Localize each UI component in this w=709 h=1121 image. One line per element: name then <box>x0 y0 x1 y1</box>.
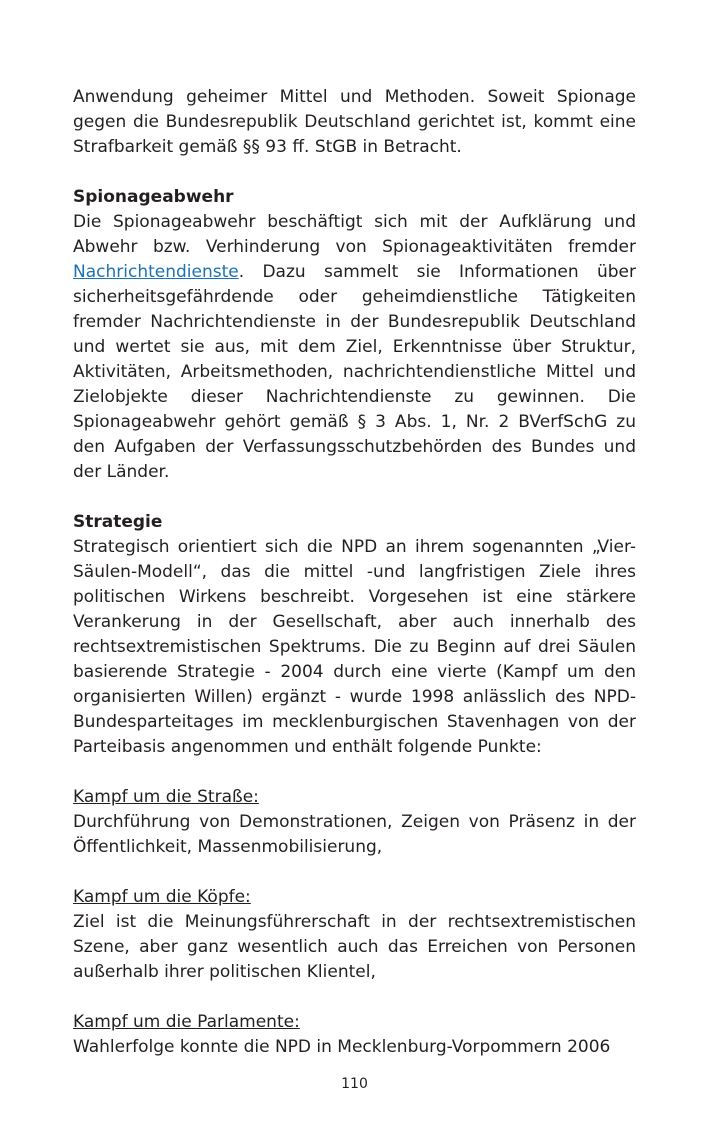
intro-paragraph: Anwendung geheimer Mittel und Methoden. Soweit Spionage gegen die Bundesrepublik Deutschland gerichtet ist, kommt eine Strafbarkeit gemäß §§ 93 ff. StGB in Betracht. <box>73 87 636 157</box>
spionageabwehr-text-2: . Dazu sammelt sie Informationen über sicherheitsgefährdende oder geheimdienstliche Tätigkeiten fremder Nachrichtendienste in der Bundesrepublik Deutschland und wertet sie aus, mit dem Ziel, Erkenntnisse über Struktur, Aktivitäten, Arbeitsmethoden, nachrichtendienstliche Mittel und Zielobjekte dieser Nachrichtendienste zu gewinnen. Die Spionageabwehr gehört gemäß § 3 Abs. 1, Nr. 2 BVerfSchG zu den Aufgaben der Verfassungsschutzbehörden des Bundes und der Länder. <box>73 262 636 482</box>
kampf-koepfe-text: Ziel ist die Meinungsführerschaft in der rechtsextremistischen Szene, aber ganz wesentlich auch das Erreichen von Personen außerhalb ihrer politischen Klientel, <box>73 912 636 982</box>
strategie-paragraph: Strategisch orientiert sich die NPD an ihrem sogenannten „Vier-Säulen-Modell“, das die mittel -und langfristigen Ziele ihres politischen Wirkens beschreibt. Vorgesehen ist eine stärkere Verankerung in der Gesellschaft, aber auch innerhalb des rechtsextremistischen Spektrums. Die zu Beginn auf drei Säulen basierende Strategie - 2004 durch eine vierte (Kampf um den organisierten Willen) ergänzt - wurde 1998 anlässlich des NPD-Bundesparteitages im mecklenburgischen Stavenhagen von der Parteibasis angenommen und enthält folgende Punkte: <box>73 537 636 757</box>
page-number: 110 <box>341 1076 368 1092</box>
heading-spionageabwehr: Spionageabwehr <box>73 187 234 207</box>
kampf-parlamente-text: Wahlerfolge konnte die NPD in Mecklenburg-Vorpommern 2006 <box>73 1037 611 1057</box>
kampf-strasse-text: Durchführung von Demonstrationen, Zeigen von Präsenz in der Öffentlichkeit, Massenmobilisierung, <box>73 812 636 857</box>
spionageabwehr-text-1: Die Spionageabwehr beschäftigt sich mit der Aufklärung und Abwehr bzw. Verhinderung von Spionageaktivitäten fremder <box>73 212 636 257</box>
label-kampf-strasse: Kampf um die Straße: <box>73 787 259 807</box>
label-kampf-parlamente: Kampf um die Parlamente: <box>73 1012 300 1032</box>
label-kampf-koepfe: Kampf um die Köpfe: <box>73 887 251 907</box>
heading-strategie: Strategie <box>73 512 163 532</box>
document-body <box>73 85 636 1060</box>
spionageabwehr-paragraph <box>73 210 636 485</box>
nachrichtendienste-link[interactable]: Nachrichtendienste <box>73 262 239 282</box>
